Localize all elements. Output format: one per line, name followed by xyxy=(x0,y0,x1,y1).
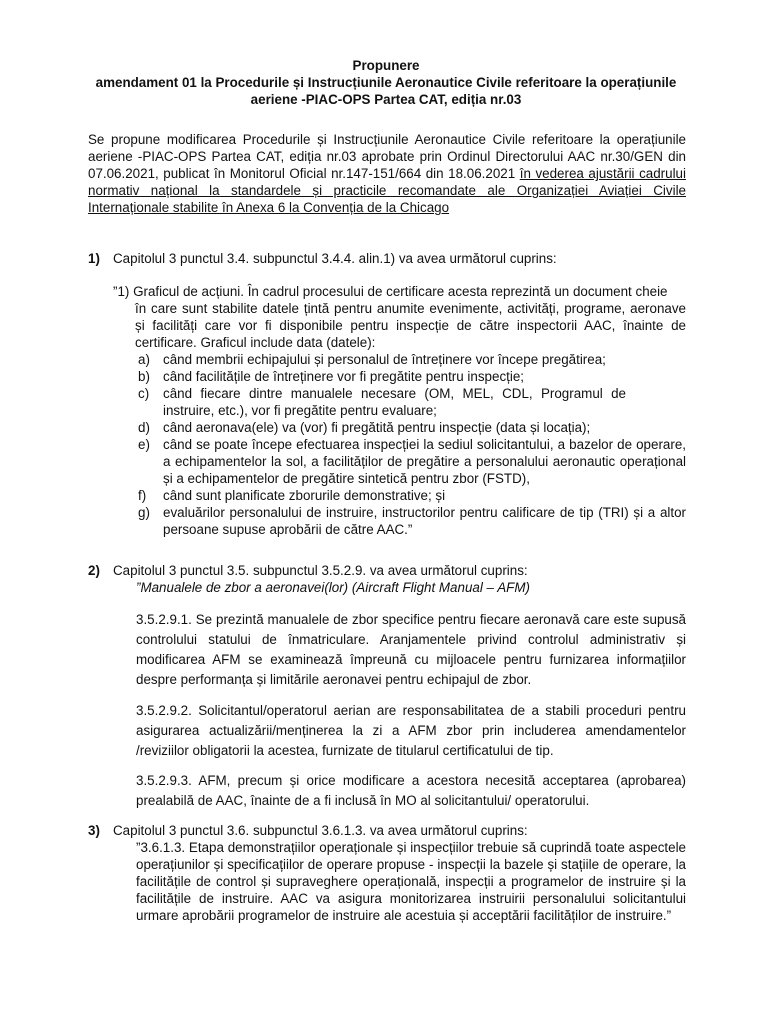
intro-underlined-text: în vederea ajustării cadrului normativ național la standardele și practicile recomandate ale Organizației Aviației Civile Internaționale stabilite în Anexa 6 la Convenția de la Chicago xyxy=(88,166,686,215)
intro-text: Se propune modificarea Procedurile și Instrucțiunile Aeronautice Civile referitoare la operațiunile aeriene -PIAC-OPS Partea CAT, ediția nr.03 aprobate prin Ordinul Directorului AAC nr.30/GEN din 07.06.2021, publicat în Monitorul Oficial nr.147-151/664 din 18.06.2021 xyxy=(88,132,686,181)
section-1-number: 1) xyxy=(88,251,100,266)
list-item xyxy=(138,368,686,385)
section-1-heading xyxy=(88,250,708,267)
section-3-heading-text: Capitolul 3 punctul 3.6. subpunctul 3.6.1.3. va avea următorul cuprins: xyxy=(113,823,528,838)
section-3-number: 3) xyxy=(88,823,100,838)
section-2-paragraph-1: 3.5.2.9.1. Se prezintă manualele de zbor specifice pentru fiecare aeronavă care este supusă controlului statului de înmatriculare. Aranjamentele privind controlul administrativ și modificarea AFM se examinează împreună cu mijloacele pentru furnizarea informațiilor despre performanța și limitările aeronavei pentru echipajul de zbor. xyxy=(136,612,686,687)
section-3-body: ”3.6.1.3. Etapa demonstrațiilor operaționale și inspecțiilor trebuie să cuprindă toate aspectele operațiunilor și specificațiilor de operare propuse - inspecții la bazele și stațiile de operare, la facilitățile de control și supraveghere operațională, inspecții a programelor de instruire și la facilitățile de instruire. AAC va asigura monitorizarea instruirii personalului solicitantului urmare aprobării programelor de instruire ale acestuia și acceptării facilităților de instruire.” xyxy=(136,840,686,923)
title-line-2: amendament 01 la Procedurile și Instrucțiunile Aeronautice Civile referitoare la operațiunile xyxy=(95,75,677,90)
section-2-paragraph-2: 3.5.2.9.2. Solicitantul/operatorul aerian are responsabilitatea de a stabili proceduri pentru asigurarea actualizării/menținerea la zi a AFM zbor prin includerea amendamentelor /reviziilor obligatorii la acestea, furnizate de titularul certificatului de tip. xyxy=(136,703,686,758)
list-letter: g) xyxy=(138,505,150,520)
title-line-1: Propunere xyxy=(352,58,420,73)
list-text: evaluărilor personalului de instruire, instructorilor pentru calificare de tip (TRI) și a altor persoane supuse aprobării de către AAC.” xyxy=(163,505,686,537)
section-3-heading xyxy=(88,822,708,839)
title-line-3: aeriene -PIAC-OPS Partea CAT, ediția nr.03 xyxy=(250,92,522,107)
section-1-heading-text: Capitolul 3 punctul 3.4. subpunctul 3.4.4. alin.1) va avea următorul cuprins: xyxy=(113,251,557,266)
section-1-list xyxy=(138,351,686,538)
list-item xyxy=(138,419,686,436)
section-1-lead: ”1) Graficul de acțiuni. În cadrul procesului de certificare acesta reprezintă un document cheie xyxy=(113,284,668,299)
section-2-paragraph-3: 3.5.2.9.3. AFM, precum și orice modificare a acestora necesită acceptarea (aprobarea) prealabilă de AAC, înainte de a fi inclusă în MO al solicitantului/ operatorului. xyxy=(136,773,686,808)
list-text: când se poate începe efectuarea inspecției la sediul solicitantului, a bazelor de operare, a echipamentelor la sol, a facilităților de pregătire a personalului aeronautic operațional și a echipamentelor de pregătire sintetică pentru zbor (FSTD), xyxy=(163,437,686,486)
list-letter: b) xyxy=(138,369,150,384)
list-item xyxy=(138,385,686,419)
list-letter: e) xyxy=(138,437,150,452)
list-text: când aeronava(ele) va (vor) fi pregătită pentru inspecție (data și locația); xyxy=(163,420,591,435)
list-text: când fiecare dintre manualele necesare (OM, MEL, CDL, Programul de instruire, etc.), vor fi pregătite pentru evaluare; xyxy=(163,386,626,418)
section-2-heading-text: Capitolul 3 punctul 3.5. subpunctul 3.5.2.9. va avea următorul cuprins: xyxy=(113,563,528,578)
section-2-heading xyxy=(88,562,708,579)
list-item xyxy=(138,436,686,487)
list-letter: d) xyxy=(138,420,150,435)
list-letter: f) xyxy=(138,488,147,503)
list-letter: a) xyxy=(138,352,150,367)
document-title xyxy=(86,57,686,108)
list-item xyxy=(138,504,686,538)
section-2-subtitle: ”Manualele de zbor a aeronavei(lor) (Aircraft Flight Manual – AFM) xyxy=(136,580,530,595)
list-item xyxy=(138,351,686,368)
intro-paragraph xyxy=(88,131,686,216)
section-1-continuation: în care sunt stabilite datele țintă pentru anumite evenimente, activități, programe, aeronave și facilități care vor fi disponibile pentru inspecție de către inspectorii AAC, înainte de certificare. Graficul include data (datele): xyxy=(135,301,686,350)
list-letter: c) xyxy=(138,386,150,401)
section-1-body xyxy=(113,283,686,538)
list-item xyxy=(138,487,686,504)
list-text: când membrii echipajului și personalul de întreținere vor începe pregătirea; xyxy=(163,352,606,367)
list-text: când facilitățile de întreținere vor fi pregătite pentru inspecție; xyxy=(163,369,525,384)
list-text: când sunt planificate zborurile demonstrative; și xyxy=(163,488,446,503)
section-2-number: 2) xyxy=(88,563,100,578)
